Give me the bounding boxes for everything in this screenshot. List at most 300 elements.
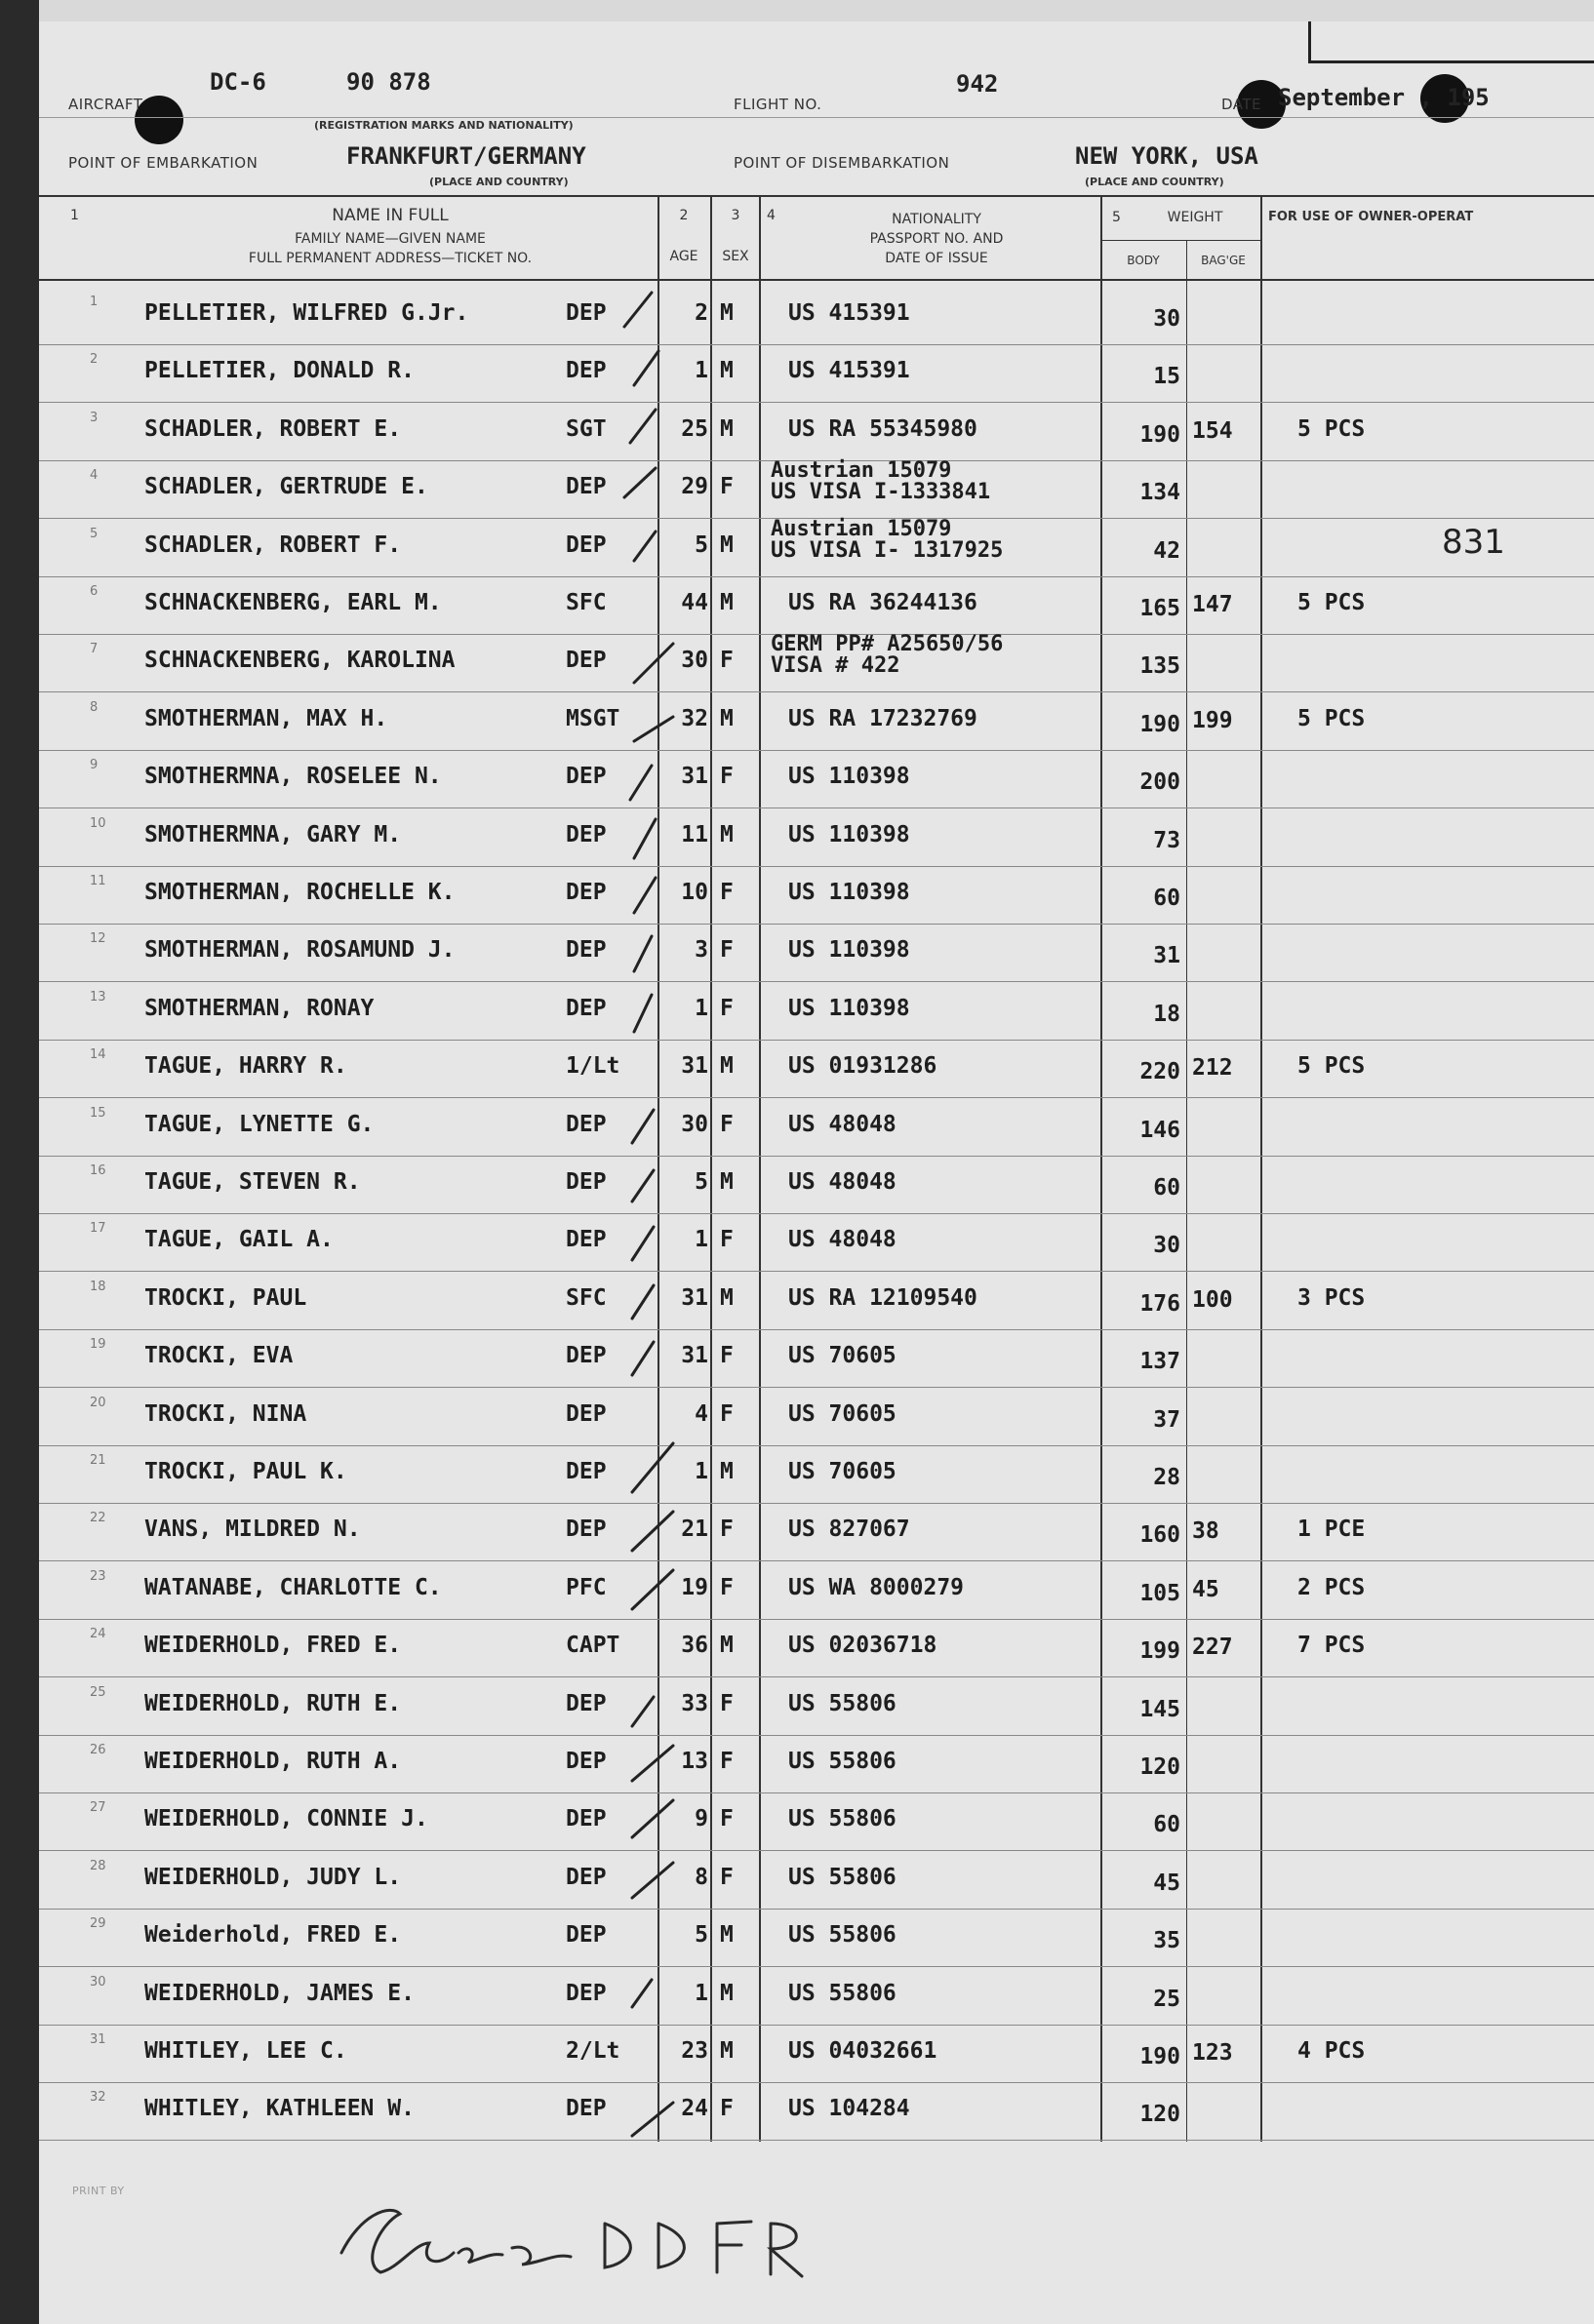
check-mark bbox=[632, 1697, 654, 1726]
row-number: 18 bbox=[90, 1280, 106, 1294]
passenger-sex: F bbox=[720, 1865, 734, 1890]
check-mark bbox=[632, 2103, 673, 2136]
passport-number: US 55806 bbox=[788, 1749, 897, 1774]
piece-count: 5 PCS bbox=[1297, 706, 1366, 731]
piece-count: 5 PCS bbox=[1297, 416, 1366, 442]
passenger-sex: F bbox=[720, 1401, 734, 1427]
passport-line1: Austrian 15079 bbox=[771, 517, 952, 541]
col1-title: NAME IN FULL bbox=[332, 206, 449, 225]
passenger-sex: F bbox=[720, 2096, 734, 2121]
baggage-weight: 212 bbox=[1192, 1055, 1233, 1081]
baggage-weight: 100 bbox=[1192, 1287, 1233, 1313]
baggage-weight: 147 bbox=[1192, 592, 1233, 617]
body-weight: 15 bbox=[1153, 364, 1180, 389]
check-mark bbox=[632, 1342, 654, 1375]
passenger-name: TROCKI, NINA bbox=[144, 1401, 307, 1427]
passenger-name: SMOTHERMAN, MAX H. bbox=[144, 706, 388, 731]
check-mark bbox=[632, 1443, 673, 1492]
passenger-age: 5 bbox=[695, 1169, 708, 1195]
passport-number: US 827067 bbox=[788, 1517, 910, 1542]
passenger-name: SCHNACKENBERG, KAROLINA bbox=[144, 648, 456, 673]
row-number: 2 bbox=[90, 352, 99, 367]
passenger-status: DEP bbox=[566, 358, 607, 383]
passport-number: US 70605 bbox=[788, 1401, 897, 1427]
piece-count: 2 PCS bbox=[1297, 1575, 1366, 1600]
passport-number: US RA 55345980 bbox=[788, 416, 977, 442]
registration-caption: (REGISTRATION MARKS AND NATIONALITY) bbox=[314, 119, 574, 132]
row-number: 26 bbox=[90, 1743, 106, 1757]
piece-count: 5 PCS bbox=[1297, 590, 1366, 615]
passport-number: US RA 17232769 bbox=[788, 706, 977, 731]
date-value: September , 195 bbox=[1278, 84, 1490, 111]
margin-note: 831 bbox=[1442, 523, 1505, 562]
passenger-age: 30 bbox=[681, 648, 708, 673]
passenger-status: DEP bbox=[566, 2096, 607, 2121]
passenger-name: SMOTHERMAN, RONAY bbox=[144, 996, 375, 1021]
passport-line2: VISA # 422 bbox=[771, 653, 900, 678]
passenger-sex: M bbox=[720, 358, 734, 383]
row-number: 6 bbox=[90, 584, 99, 599]
disembark-caption: (PLACE AND COUNTRY) bbox=[1085, 176, 1224, 188]
passport-number: US 70605 bbox=[788, 1343, 897, 1368]
baggage-weight: 45 bbox=[1192, 1577, 1219, 1602]
check-mark bbox=[632, 1170, 654, 1201]
row-number: 31 bbox=[90, 2032, 106, 2047]
col2-label: AGE bbox=[669, 249, 698, 264]
passenger-age: 1 bbox=[695, 996, 708, 1021]
row-number: 22 bbox=[90, 1511, 106, 1525]
passenger-status: DEP bbox=[566, 1343, 607, 1368]
passenger-status: DEP bbox=[566, 1169, 607, 1195]
passenger-age: 36 bbox=[681, 1633, 708, 1658]
passenger-status: DEP bbox=[566, 996, 607, 1021]
passenger-sex: F bbox=[720, 880, 734, 905]
passenger-name: SMOTHERMAN, ROCHELLE K. bbox=[144, 880, 456, 905]
body-weight: 30 bbox=[1153, 1233, 1180, 1258]
passport-number: US 70605 bbox=[788, 1459, 897, 1484]
passenger-age: 5 bbox=[695, 1922, 708, 1948]
row-number: 19 bbox=[90, 1337, 106, 1352]
passenger-name: Weiderhold, FRED E. bbox=[144, 1922, 402, 1948]
passport-number: US 02036718 bbox=[788, 1633, 937, 1658]
body-weight: 42 bbox=[1153, 538, 1180, 564]
check-mark bbox=[634, 878, 656, 913]
passenger-age: 10 bbox=[681, 880, 708, 905]
passenger-name: WEIDERHOLD, JUDY L. bbox=[144, 1865, 402, 1890]
passenger-age: 25 bbox=[681, 416, 708, 442]
passenger-sex: M bbox=[720, 1459, 734, 1484]
col3-label: SEX bbox=[722, 249, 749, 264]
passport-line1: Austrian 15079 bbox=[771, 458, 952, 483]
passenger-status: DEP bbox=[566, 1517, 607, 1542]
body-weight: 25 bbox=[1153, 1987, 1180, 2012]
passenger-status: DEP bbox=[566, 822, 607, 847]
body-weight: 135 bbox=[1139, 653, 1180, 679]
passenger-age: 11 bbox=[681, 822, 708, 847]
passenger-name: SMOTHERMNA, GARY M. bbox=[144, 822, 402, 847]
passenger-name: SCHADLER, ROBERT E. bbox=[144, 416, 402, 442]
col1-subtitle: FAMILY NAME—GIVEN NAME bbox=[295, 231, 486, 247]
passenger-name: TAGUE, GAIL A. bbox=[144, 1227, 334, 1252]
passenger-name: PELLETIER, WILFRED G.Jr. bbox=[144, 300, 469, 326]
passenger-name: TAGUE, LYNETTE G. bbox=[144, 1112, 375, 1137]
passenger-status: SGT bbox=[566, 416, 607, 442]
body-weight: 160 bbox=[1139, 1522, 1180, 1548]
row-number: 32 bbox=[90, 2090, 106, 2105]
passenger-age: 5 bbox=[695, 532, 708, 558]
passenger-status: DEP bbox=[566, 1691, 607, 1716]
check-mark bbox=[634, 819, 656, 858]
body-weight: 165 bbox=[1139, 596, 1180, 621]
row-number: 5 bbox=[90, 527, 99, 541]
row-number: 28 bbox=[90, 1859, 106, 1873]
passenger-sex: M bbox=[720, 1053, 734, 1079]
passenger-age: 1 bbox=[695, 1227, 708, 1252]
check-mark bbox=[632, 1110, 654, 1143]
passenger-age: 31 bbox=[681, 1343, 708, 1368]
row-number: 8 bbox=[90, 700, 99, 715]
row-number: 3 bbox=[90, 411, 99, 425]
body-weight: 73 bbox=[1153, 828, 1180, 853]
passenger-sex: F bbox=[720, 937, 734, 963]
check-mark bbox=[632, 1746, 673, 1781]
passport-number: US 48048 bbox=[788, 1227, 897, 1252]
passenger-sex: F bbox=[720, 1343, 734, 1368]
passenger-name: SMOTHERMAN, ROSAMUND J. bbox=[144, 937, 456, 963]
body-weight: 190 bbox=[1139, 422, 1180, 448]
passport-number: US 104284 bbox=[788, 2096, 910, 2121]
check-mark bbox=[632, 1227, 654, 1260]
passenger-sex: F bbox=[720, 764, 734, 789]
body-weight: 120 bbox=[1139, 2102, 1180, 2127]
baggage-weight: 227 bbox=[1192, 1635, 1233, 1660]
passport-number: US 110398 bbox=[788, 996, 910, 1021]
passport-number: US RA 12109540 bbox=[788, 1285, 977, 1311]
passenger-name: SCHNACKENBERG, EARL M. bbox=[144, 590, 442, 615]
disembark-label: POINT OF DISEMBARKATION bbox=[734, 154, 950, 172]
passenger-sex: F bbox=[720, 1575, 734, 1600]
passenger-age: 31 bbox=[681, 1053, 708, 1079]
check-mark bbox=[634, 936, 652, 971]
passenger-name: WHITLEY, LEE C. bbox=[144, 2038, 347, 2064]
passenger-status: DEP bbox=[566, 474, 607, 499]
passenger-name: WEIDERHOLD, FRED E. bbox=[144, 1633, 402, 1658]
check-mark bbox=[632, 1980, 652, 2007]
passenger-sex: M bbox=[720, 822, 734, 847]
passenger-age: 2 bbox=[695, 300, 708, 326]
body-weight: 200 bbox=[1139, 769, 1180, 795]
passenger-age: 31 bbox=[681, 764, 708, 789]
passenger-status: DEP bbox=[566, 1865, 607, 1890]
col1-subtitle2: FULL PERMANENT ADDRESS—TICKET NO. bbox=[248, 251, 533, 266]
passenger-sex: M bbox=[720, 590, 734, 615]
passenger-age: 24 bbox=[681, 2096, 708, 2121]
check-mark bbox=[634, 532, 656, 561]
row-number: 21 bbox=[90, 1453, 106, 1468]
row-number: 16 bbox=[90, 1163, 106, 1178]
row-number: 10 bbox=[90, 816, 106, 831]
passenger-sex: M bbox=[720, 706, 734, 731]
passenger-age: 33 bbox=[681, 1691, 708, 1716]
passenger-status: DEP bbox=[566, 1806, 607, 1832]
body-weight: 28 bbox=[1153, 1465, 1180, 1490]
passenger-name: TAGUE, HARRY R. bbox=[144, 1053, 347, 1079]
piece-count: 4 PCS bbox=[1297, 2038, 1366, 2064]
passport-number: US 110398 bbox=[788, 937, 910, 963]
passenger-age: 1 bbox=[695, 1981, 708, 2006]
passport-number: US 110398 bbox=[788, 822, 910, 847]
col4-number: 4 bbox=[767, 208, 776, 223]
passenger-age: 19 bbox=[681, 1575, 708, 1600]
piece-count: 1 PCE bbox=[1297, 1517, 1366, 1542]
passenger-status: SFC bbox=[566, 1285, 607, 1311]
check-mark bbox=[632, 1863, 673, 1898]
passenger-name: WATANABE, CHARLOTTE C. bbox=[144, 1575, 442, 1600]
passenger-status: DEP bbox=[566, 1981, 607, 2006]
passenger-name: TAGUE, STEVEN R. bbox=[144, 1169, 361, 1195]
passport-number: US 55806 bbox=[788, 1865, 897, 1890]
passenger-age: 44 bbox=[681, 590, 708, 615]
row-number: 7 bbox=[90, 642, 99, 656]
body-weight: 105 bbox=[1139, 1581, 1180, 1606]
passenger-age: 4 bbox=[695, 1401, 708, 1427]
row-number: 30 bbox=[90, 1975, 106, 1989]
col6-title: FOR USE OF OWNER-OPERAT bbox=[1268, 210, 1474, 224]
passenger-status: DEP bbox=[566, 1922, 607, 1948]
body-weight: 30 bbox=[1153, 306, 1180, 332]
embark-caption: (PLACE AND COUNTRY) bbox=[429, 176, 569, 188]
row-number: 29 bbox=[90, 1916, 106, 1931]
passenger-sex: M bbox=[720, 1981, 734, 2006]
passenger-sex: F bbox=[720, 648, 734, 673]
passport-number: US 48048 bbox=[788, 1112, 897, 1137]
passenger-status: 1/Lt bbox=[566, 1053, 620, 1079]
passenger-status: DEP bbox=[566, 1749, 607, 1774]
body-weight: 45 bbox=[1153, 1871, 1180, 1896]
col4-subtitle2: DATE OF ISSUE bbox=[885, 251, 988, 266]
passenger-name: TROCKI, PAUL K. bbox=[144, 1459, 347, 1484]
passenger-age: 21 bbox=[681, 1517, 708, 1542]
passenger-sex: M bbox=[720, 532, 734, 558]
col5-title: WEIGHT bbox=[1167, 210, 1223, 225]
passport-number: US 415391 bbox=[788, 300, 910, 326]
passport-line2: US VISA I-1333841 bbox=[771, 480, 991, 504]
passenger-name: SMOTHERMNA, ROSELEE N. bbox=[144, 764, 442, 789]
passenger-status: DEP bbox=[566, 648, 607, 673]
row-number: 12 bbox=[90, 931, 106, 946]
passenger-age: 9 bbox=[695, 1806, 708, 1832]
baggage-weight: 154 bbox=[1192, 418, 1233, 444]
passenger-name: WEIDERHOLD, JAMES E. bbox=[144, 1981, 415, 2006]
passenger-status: 2/Lt bbox=[566, 2038, 620, 2064]
body-weight: 60 bbox=[1153, 886, 1180, 911]
passenger-age: 29 bbox=[681, 474, 708, 499]
piece-count: 7 PCS bbox=[1297, 1633, 1366, 1658]
row-number: 14 bbox=[90, 1047, 106, 1062]
baggage-weight: 199 bbox=[1192, 708, 1233, 733]
passenger-status: DEP bbox=[566, 1227, 607, 1252]
col5-body: BODY bbox=[1127, 254, 1160, 267]
passenger-sex: M bbox=[720, 2038, 734, 2064]
date-label: DATE bbox=[1221, 96, 1262, 113]
row-number: 25 bbox=[90, 1685, 106, 1700]
col4-title: NATIONALITY bbox=[892, 212, 981, 227]
passport-number: US 55806 bbox=[788, 1981, 897, 2006]
row-number: 9 bbox=[90, 758, 99, 772]
passenger-age: 3 bbox=[695, 937, 708, 963]
aircraft-type: DC-6 bbox=[210, 68, 266, 96]
passenger-age: 31 bbox=[681, 1285, 708, 1311]
passenger-name: WEIDERHOLD, CONNIE J. bbox=[144, 1806, 428, 1832]
passenger-status: DEP bbox=[566, 1401, 607, 1427]
passport-line2: US VISA I- 1317925 bbox=[771, 538, 1004, 563]
passenger-sex: F bbox=[720, 1517, 734, 1542]
passport-number: US RA 36244136 bbox=[788, 590, 977, 615]
passenger-status: DEP bbox=[566, 532, 607, 558]
body-weight: 120 bbox=[1139, 1754, 1180, 1780]
row-number: 20 bbox=[90, 1396, 106, 1410]
passenger-sex: F bbox=[720, 1691, 734, 1716]
baggage-weight: 123 bbox=[1192, 2040, 1233, 2066]
row-number: 1 bbox=[90, 295, 99, 309]
passenger-status: CAPT bbox=[566, 1633, 620, 1658]
passenger-sex: F bbox=[720, 474, 734, 499]
piece-count: 3 PCS bbox=[1297, 1285, 1366, 1311]
baggage-weight: 38 bbox=[1192, 1518, 1219, 1544]
passenger-status: DEP bbox=[566, 937, 607, 963]
body-weight: 18 bbox=[1153, 1002, 1180, 1027]
col1-number: 1 bbox=[70, 208, 79, 223]
check-mark bbox=[632, 1512, 673, 1551]
row-number: 17 bbox=[90, 1221, 106, 1236]
passenger-age: 1 bbox=[695, 358, 708, 383]
aircraft-label: AIRCRAFT bbox=[68, 96, 143, 113]
passenger-status: SFC bbox=[566, 590, 607, 615]
body-weight: 31 bbox=[1153, 943, 1180, 968]
passenger-sex: F bbox=[720, 1806, 734, 1832]
flight-label: FLIGHT NO. bbox=[734, 96, 822, 113]
passenger-sex: M bbox=[720, 1922, 734, 1948]
body-weight: 176 bbox=[1139, 1291, 1180, 1317]
check-mark bbox=[624, 468, 656, 497]
col4-subtitle: PASSPORT NO. AND bbox=[869, 231, 1004, 247]
passenger-sex: M bbox=[720, 416, 734, 442]
col2-number: 2 bbox=[679, 208, 689, 223]
passenger-status: MSGT bbox=[566, 706, 620, 731]
passenger-sex: M bbox=[720, 1633, 734, 1658]
disembark-value: NEW YORK, USA bbox=[1075, 142, 1258, 170]
body-weight: 60 bbox=[1153, 1812, 1180, 1837]
handwritten-signature bbox=[322, 2185, 829, 2292]
passenger-name: SCHADLER, GERTRUDE E. bbox=[144, 474, 428, 499]
passport-number: US 48048 bbox=[788, 1169, 897, 1195]
passport-number: US 01931286 bbox=[788, 1053, 937, 1079]
body-weight: 190 bbox=[1139, 2044, 1180, 2069]
check-mark bbox=[630, 766, 652, 800]
passenger-age: 32 bbox=[681, 706, 708, 731]
passenger-sex: M bbox=[720, 300, 734, 326]
passenger-sex: F bbox=[720, 1227, 734, 1252]
passenger-status: DEP bbox=[566, 880, 607, 905]
passenger-name: TROCKI, EVA bbox=[144, 1343, 294, 1368]
passenger-sex: F bbox=[720, 1112, 734, 1137]
body-weight: 137 bbox=[1139, 1349, 1180, 1374]
passport-number: US 55806 bbox=[788, 1806, 897, 1832]
passport-line1: GERM PP# A25650/56 bbox=[771, 632, 1004, 656]
col5-baggage: BAG'GE bbox=[1201, 254, 1246, 267]
passport-number: US 55806 bbox=[788, 1922, 897, 1948]
check-mark bbox=[632, 1285, 654, 1319]
passenger-status: DEP bbox=[566, 1459, 607, 1484]
passenger-age: 1 bbox=[695, 1459, 708, 1484]
registration: 90 878 bbox=[346, 68, 431, 96]
passenger-age: 30 bbox=[681, 1112, 708, 1137]
body-weight: 199 bbox=[1139, 1638, 1180, 1664]
body-weight: 145 bbox=[1139, 1697, 1180, 1722]
passenger-name: TROCKI, PAUL bbox=[144, 1285, 307, 1311]
passenger-name: WEIDERHOLD, RUTH A. bbox=[144, 1749, 402, 1774]
row-number: 4 bbox=[90, 468, 99, 483]
body-weight: 220 bbox=[1139, 1059, 1180, 1084]
passenger-age: 13 bbox=[681, 1749, 708, 1774]
body-weight: 35 bbox=[1153, 1928, 1180, 1953]
passenger-age: 8 bbox=[695, 1865, 708, 1890]
check-mark bbox=[634, 644, 673, 683]
check-mark bbox=[634, 351, 658, 385]
row-number: 27 bbox=[90, 1800, 106, 1815]
check-mark bbox=[630, 410, 656, 443]
passenger-name: WEIDERHOLD, RUTH E. bbox=[144, 1691, 402, 1716]
passenger-sex: F bbox=[720, 1749, 734, 1774]
passenger-name: PELLETIER, DONALD R. bbox=[144, 358, 415, 383]
row-number: 13 bbox=[90, 990, 106, 1004]
passenger-status: DEP bbox=[566, 764, 607, 789]
check-mark bbox=[634, 717, 673, 741]
embark-value: FRANKFURT/GERMANY bbox=[346, 142, 586, 170]
passenger-sex: M bbox=[720, 1285, 734, 1311]
check-mark bbox=[632, 1800, 673, 1837]
flight-number: 942 bbox=[956, 70, 999, 98]
passenger-name: SCHADLER, ROBERT F. bbox=[144, 532, 402, 558]
passport-number: US 04032661 bbox=[788, 2038, 937, 2064]
piece-count: 5 PCS bbox=[1297, 1053, 1366, 1079]
row-number: 11 bbox=[90, 874, 106, 888]
passenger-status: DEP bbox=[566, 1112, 607, 1137]
passport-number: US 415391 bbox=[788, 358, 910, 383]
passenger-name: VANS, MILDRED N. bbox=[144, 1517, 361, 1542]
col3-number: 3 bbox=[731, 208, 740, 223]
row-number: 15 bbox=[90, 1106, 106, 1121]
check-mark bbox=[624, 293, 652, 327]
body-weight: 190 bbox=[1139, 712, 1180, 737]
row-number: 24 bbox=[90, 1627, 106, 1641]
footer-label: PRINT BY bbox=[72, 2185, 125, 2197]
passport-number: US 55806 bbox=[788, 1691, 897, 1716]
passenger-name: WHITLEY, KATHLEEN W. bbox=[144, 2096, 415, 2121]
passport-number: US 110398 bbox=[788, 880, 910, 905]
row-number: 23 bbox=[90, 1569, 106, 1584]
passenger-status: PFC bbox=[566, 1575, 607, 1600]
body-weight: 60 bbox=[1153, 1175, 1180, 1201]
passenger-age: 23 bbox=[681, 2038, 708, 2064]
body-weight: 146 bbox=[1139, 1118, 1180, 1143]
embark-label: POINT OF EMBARKATION bbox=[68, 154, 259, 172]
passenger-status: DEP bbox=[566, 300, 607, 326]
body-weight: 134 bbox=[1139, 480, 1180, 505]
col5-number: 5 bbox=[1112, 210, 1121, 225]
check-mark bbox=[632, 1570, 673, 1609]
body-weight: 37 bbox=[1153, 1407, 1180, 1433]
